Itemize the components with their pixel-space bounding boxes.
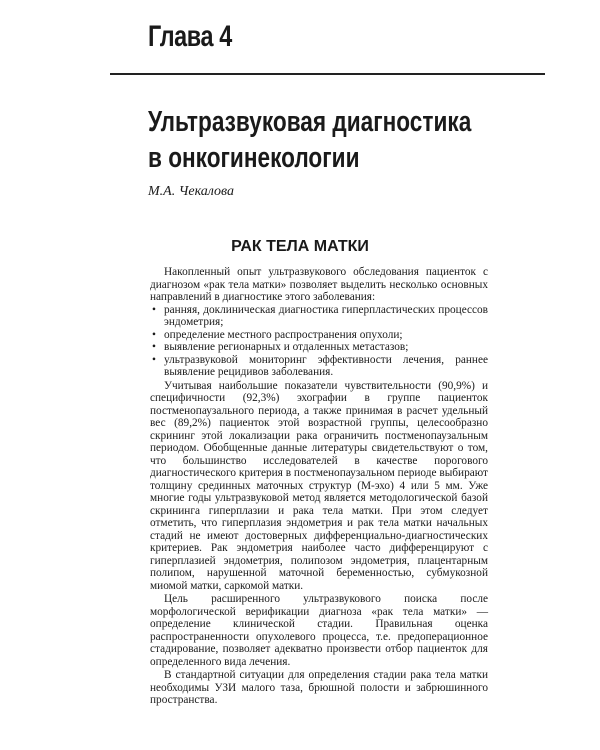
chapter-divider bbox=[110, 73, 545, 75]
paragraph: В стандартной ситуации для определения стадии рака тела матки необходимы УЗИ малого таза, брюшной полости и забрюшинного пространства. bbox=[150, 669, 488, 706]
body-text bbox=[150, 266, 488, 707]
section-title: РАК ТЕЛА МАТКИ bbox=[231, 238, 369, 255]
list-item: • ультразвуковой мониторинг эффективности лечения, раннее выявление рецидивов заболевания. bbox=[150, 354, 488, 379]
chapter-title-line-2: в онкогинекологии bbox=[148, 142, 360, 174]
list-item: • ранняя, доклиническая диагностика гиперпластических процессов эндометрия; bbox=[150, 304, 488, 329]
section-heading bbox=[0, 238, 600, 256]
paragraph: Цель расширенного ультразвукового поиска после морфологической верификации диагноза «рак тела матки» — определение клинической стадии. Правильная оценка распространенности опухолевого процесса, т.е. предоперационное стадирование, позволяет адекватно произвести отбор пациенток для определенного вида лечения. bbox=[150, 593, 488, 668]
intro-paragraph: Накопленный опыт ультразвукового обследования пациенток с диагнозом «рак тела матки» позволяет выделить несколько основных направлений в диагностике этого заболевания: bbox=[150, 266, 488, 303]
paragraph: Учитывая наибольшие показатели чувствительности (90,9%) и специфичности (92,3%) эхографии в группе пациенток постменопаузального периода, а также принимая в расчет удельный вес (89,2%) пациенток этой возрастной группы, целесообразно скрининг этой локализации рака ограничить постменопаузальным периодом. Обобщенные данные литературы свидетельствуют о том, что большинство исследователей в качестве порогового диагностического критерия в постменопаузальном периоде выбирают толщину срединных маточных структур (М-эхо) 4 или 5 мм. Уже многие годы ультразвуковой метод является методологической базой скрининга гиперплазии и рака тела матки. При этом следует отметить, что гиперплазия эндометрия и рак тела матки начальных стадий не имеют достоверных дифференциально-диагностических критериев. Рак эндометрия наиболее часто дифференцируют с гиперплазией эндометрия, полипозом эндометрия, плацентарным полипом, нарушенной маточной беременностью, субмукозной миомой матки, саркомой матки. bbox=[150, 379, 488, 592]
list-item: • выявление регионарных и отдаленных метастазов; bbox=[150, 341, 488, 354]
chapter-heading: Глава 4 bbox=[148, 20, 232, 53]
chapter-title bbox=[148, 104, 471, 176]
chapter-title-line-1: Ультразвуковая диагностика bbox=[148, 106, 472, 138]
directions-list bbox=[150, 304, 488, 379]
author: М.А. Чекалова bbox=[148, 184, 235, 199]
list-item: • определение местного распространения опухоли; bbox=[150, 329, 488, 342]
